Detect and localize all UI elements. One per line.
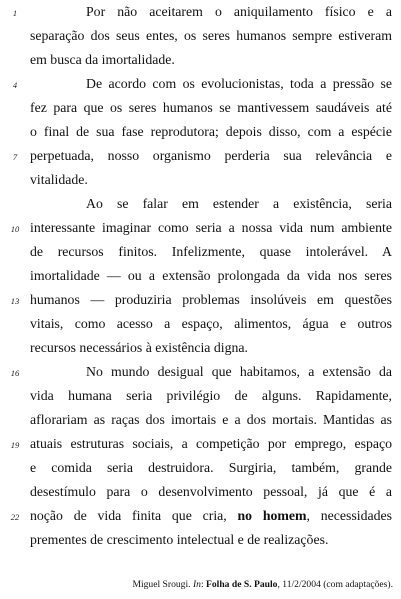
paragraph-2-line-3: o final de sua fase reprodutora; depois disso, com a espécie [30,124,392,139]
paragraph-3-line-7: recursos necessários à existência digna. [30,340,248,355]
line-number: 19 [10,440,20,450]
text-line [0,48,401,72]
text-line [0,264,401,288]
text-line [0,144,401,168]
paragraph-3-line-6: vitais, como acesso a espaço, alimentos, água e outros [30,316,392,331]
text-line [0,456,401,480]
text-line [0,312,401,336]
text-line [0,480,401,504]
citation-separator: : [200,579,207,590]
text-line [0,0,401,24]
paragraph-4-line-3: aflorariam as raças dos imortais e a dos mortais. Mantidas as [30,412,392,427]
line-number: 13 [10,296,20,306]
source-citation [132,578,393,592]
paragraph-2-line-2: fez para que os seres humanos se mantivessem saudáveis até [30,100,392,115]
line-number: 16 [10,368,20,378]
bold-phrase: no homem [237,508,307,523]
line-number: 10 [10,224,20,234]
paragraph-4-line-1: No mundo desigual que habitamos, a extensão da [86,364,392,379]
text-line [0,432,401,456]
paragraph-3-line-3: de recursos finitos. Infelizmente, quase intolerável. A [30,244,392,259]
text-line [0,336,401,360]
text-line [0,288,401,312]
line-number: 1 [12,8,18,18]
paragraph-4-line-6: desestímulo para o desenvolvimento pessoal, já que é a [30,484,392,499]
text-line [0,384,401,408]
text-line [0,216,401,240]
line-number: 22 [10,512,20,522]
line-number: 4 [12,80,18,90]
text-line [0,72,401,96]
paragraph-4-line-2: vida humana seria privilégio de alguns. Rapidamente, [30,388,392,403]
text-line [0,24,401,48]
paragraph-4-line-8: prementes de crescimento intelectual e de realizações. [30,532,329,547]
paragraph-3-line-5: humanos — produziria problemas insolúveis em questões [30,292,392,307]
text-line [0,240,401,264]
paragraph-2-line-4: perpetuada, nosso organismo perderia sua relevância e [30,148,392,163]
line-number: 7 [12,152,18,162]
text-line [0,192,401,216]
citation-in: In [192,579,201,590]
paragraph-3-line-2: interessante imaginar como seria a nossa vida num ambiente [30,220,392,235]
text-line [0,360,401,384]
text-line [0,408,401,432]
text-line [0,120,401,144]
text-line [0,504,401,528]
paragraph-4-line-5: e comida seria destruidora. Surgiria, também, grande [30,460,392,475]
paragraph-3-line-4: imortalidade — ou a extensão prolongada da vida nos seres [30,268,392,283]
text-line [0,528,401,552]
citation-publication: Folha de S. Paulo [206,579,278,590]
paragraph-2-line-1: De acordo com os evolucionistas, toda a pressão se [86,76,392,91]
paragraph-3-line-1: Ao se falar em estender a existência, seria [86,196,392,211]
text-segment: , necessidades [306,508,393,523]
paragraph-1-line-2: separação dos seus entes, os seres humanos sempre estiveram [30,28,392,43]
citation-author: Miguel Srougi. [132,579,193,590]
paragraph-1-line-1: Por não aceitarem o aniquilamento físico e a [86,4,392,19]
paragraph-2-line-5: vitalidade. [30,172,88,187]
paragraph-4-line-7 [30,505,392,526]
paragraph-4-line-4: atuais estruturas sociais, a competição por emprego, espaço [30,436,392,451]
text-segment: noção de vida finita que cria, [30,508,238,523]
paragraph-1-line-3: em busca da imortalidade. [30,52,175,67]
citation-details: , 11/2/2004 (com adaptações). [277,579,393,590]
text-line [0,168,401,192]
text-line [0,96,401,120]
